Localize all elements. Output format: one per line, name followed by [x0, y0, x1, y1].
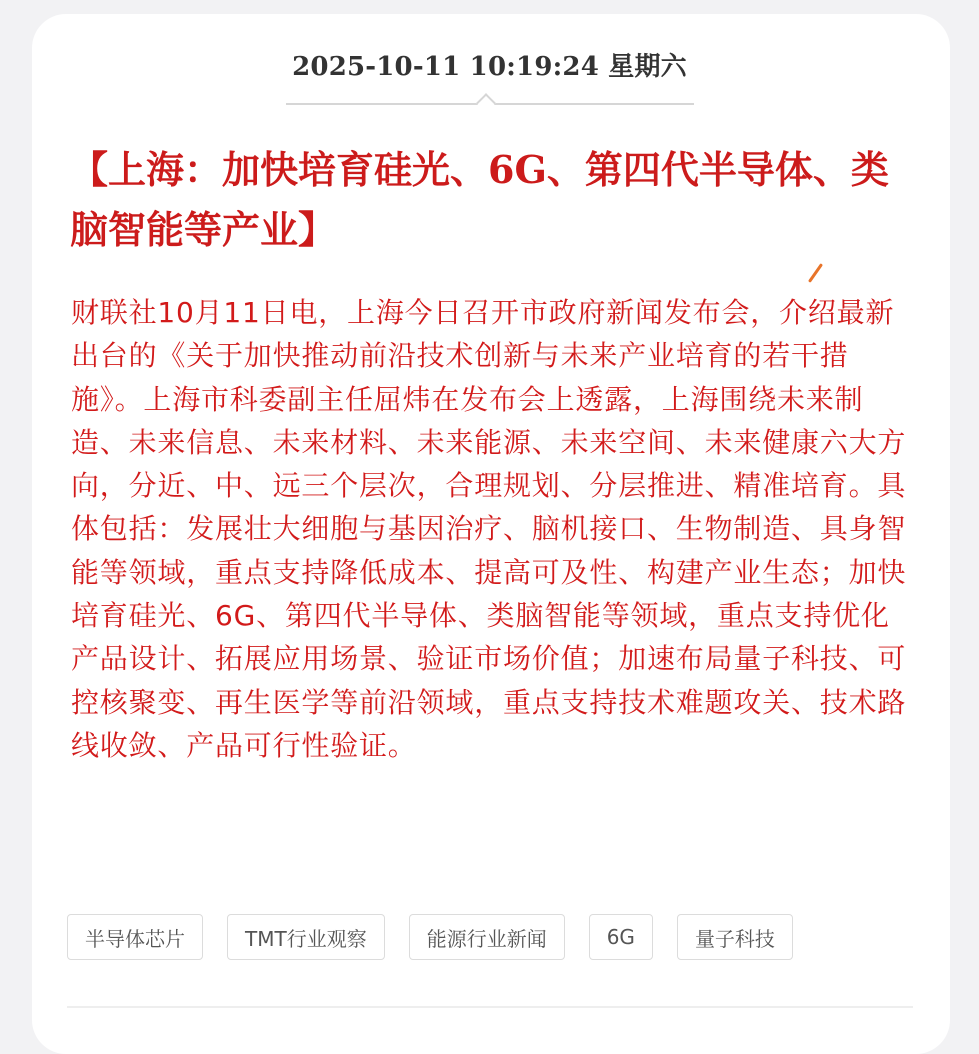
datetime-header [0, 46, 979, 83]
tag-list [67, 914, 793, 960]
article-body: 财联社10月11日电，上海今日召开市政府新闻发布会，介绍最新出台的《关于加快推动前沿技术创新与未来产业培育的若干措施》。上海市科委副主任屈炜在发布会上透露，上海围绕未来制造、未来信息、未来材料、未来能源、未来空间、未来健康六大方向，分近、中、远三个层次，合理规划、分层推进、精准培育。具体包括：发展壮大细胞与基因治疗、脑机接口、生物制造、具身智能等领域，重点支持降低成本、提高可及性、构建产业生态；加快培育硅光、6G、第四代半导体、类脑智能等领域，重点支持优化产品设计、拓展应用场景、验证市场价值；加速布局量子科技、可控核聚变、再生医学等前沿领域，重点支持技术难题攻关、技术路线收敛、产品可行性验证。 [71, 296, 907, 762]
tag-6g[interactable]: 6G [589, 914, 653, 960]
article-headline: 【上海：加快培育硅光、6G、第四代半导体、类脑智能等产业】 [70, 147, 889, 252]
tag-energy-news[interactable]: 能源行业新闻 [409, 914, 565, 960]
bottom-divider [67, 1006, 913, 1008]
tag-quantum-tech[interactable]: 量子科技 [677, 914, 793, 960]
tag-tmt-industry[interactable]: TMT行业观察 [227, 914, 385, 960]
article-datetime: 2025-10-11 10:19:24 星期六 [292, 52, 687, 82]
tag-semiconductor-chip[interactable]: 半导体芯片 [67, 914, 203, 960]
